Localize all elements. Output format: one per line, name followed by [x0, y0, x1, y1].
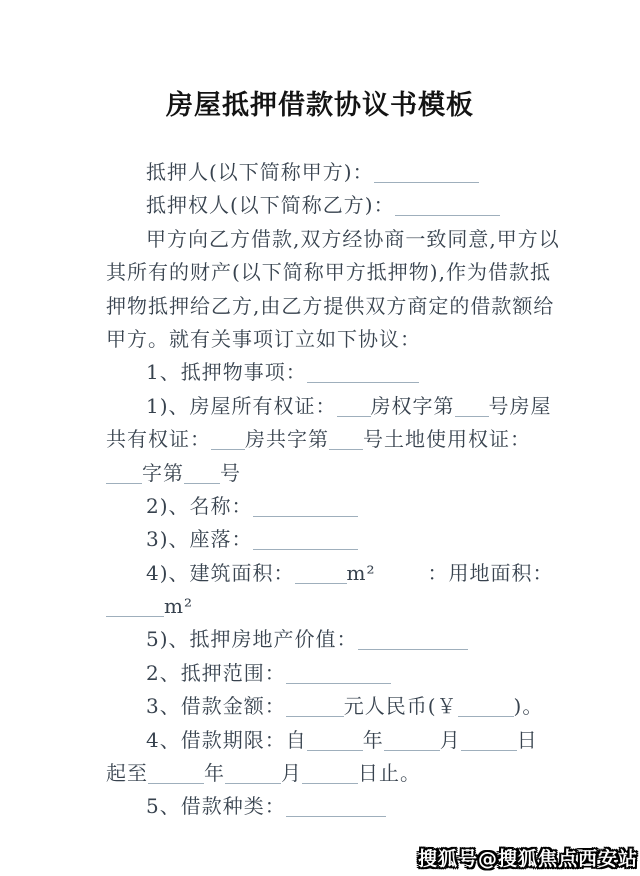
- text-segment: ：用地面积：: [427, 560, 554, 585]
- blank-field: [253, 529, 358, 550]
- text-segment: 甲方向乙方借款,双方经协商一致同意,甲方以: [146, 226, 560, 251]
- text-segment: 号土地使用权证：: [363, 427, 531, 452]
- blank-field: [358, 629, 468, 650]
- document-line: [106, 757, 546, 790]
- text-segment: 2、抵押范围：: [146, 660, 286, 685]
- document-line: [106, 557, 554, 590]
- text-segment: 房权字第: [370, 393, 455, 418]
- blank-field: [295, 563, 347, 584]
- text-segment: 共有权证：: [106, 427, 211, 452]
- blank-field: [329, 429, 363, 450]
- text-segment: 月: [439, 727, 461, 752]
- text-segment: 月: [281, 761, 302, 786]
- document-line: [106, 623, 546, 656]
- document-line: [106, 256, 551, 289]
- document-line: [106, 790, 546, 823]
- document-line: [106, 490, 546, 523]
- blank-field: [461, 730, 517, 751]
- text-segment: 房共字第: [245, 427, 329, 452]
- document-line: [106, 189, 546, 222]
- text-segment: 日: [516, 727, 538, 752]
- document-line: [106, 290, 555, 323]
- document-title: 房屋抵押借款协议书模板: [166, 90, 474, 122]
- text-segment: 1)、房屋所有权证：: [146, 393, 337, 418]
- text-segment: 3、借款金额：: [146, 694, 286, 719]
- blank-field: [384, 730, 440, 751]
- text-segment: 2)、名称：: [146, 493, 253, 518]
- text-segment: m²: [164, 594, 193, 619]
- text-segment: m²: [346, 560, 376, 585]
- text-segment: 起至: [106, 761, 148, 786]
- text-segment: 年: [204, 761, 225, 786]
- blank-field: [302, 763, 358, 784]
- document-line: [106, 156, 546, 189]
- text-segment: 4)、建筑面积：: [146, 560, 295, 585]
- text-segment: 5、借款种类：: [146, 794, 286, 819]
- blank-field: [225, 763, 281, 784]
- blank-field: [455, 396, 489, 417]
- text-segment: 押物抵押给乙方,由乙方提供双方商定的借款额给: [106, 293, 555, 318]
- blank-field: [374, 162, 479, 183]
- blank-field: [253, 496, 358, 517]
- blank-field: [458, 696, 514, 717]
- text-segment: 其所有的财产(以下简称甲方抵押物),作为借款抵: [106, 260, 551, 285]
- text-segment: 3)、座落：: [146, 527, 253, 552]
- blank-field: [286, 696, 344, 717]
- spacer: [376, 579, 428, 580]
- blank-field: [148, 763, 204, 784]
- document-line: [106, 423, 546, 456]
- blank-field: [286, 663, 391, 684]
- document-line: [106, 590, 546, 623]
- document-line: [106, 390, 552, 423]
- watermark-badge: 搜狐号@搜狐焦点西安站: [417, 848, 638, 870]
- blank-field: [106, 596, 164, 617]
- text-segment: 5)、抵押房地产价值：: [146, 627, 358, 652]
- document-line: [106, 223, 560, 256]
- document-line: [106, 657, 546, 690]
- text-segment: )。: [513, 694, 544, 719]
- blank-field: [106, 463, 142, 484]
- document-line: [106, 356, 546, 389]
- text-segment: 号: [220, 460, 241, 485]
- blank-field: [286, 796, 386, 817]
- document-line: [106, 523, 546, 556]
- text-segment: 年: [362, 727, 384, 752]
- text-segment: 日止。: [358, 761, 421, 786]
- blank-field: [307, 730, 363, 751]
- text-segment: 1、抵押物事项：: [146, 360, 307, 385]
- document-line: [106, 323, 546, 356]
- document-line: [106, 724, 546, 757]
- text-segment: 抵押权人(以下简称乙方)：: [146, 193, 395, 218]
- blank-field: [184, 463, 220, 484]
- text-segment: 抵押人(以下简称甲方)：: [146, 160, 374, 184]
- blank-field: [337, 396, 371, 417]
- text-segment: 号房屋: [488, 393, 552, 418]
- text-segment: 字第: [142, 460, 184, 485]
- blank-field: [307, 362, 419, 383]
- document-line: [106, 457, 546, 490]
- blank-field: [211, 429, 245, 450]
- document-line: [106, 690, 546, 723]
- text-segment: 甲方。就有关事项订立如下协议：: [106, 326, 421, 351]
- text-segment: 元人民币(￥: [343, 694, 458, 719]
- text-segment: 4、借款期限：自: [146, 727, 307, 752]
- document-lines: [106, 156, 560, 824]
- blank-field: [395, 195, 500, 216]
